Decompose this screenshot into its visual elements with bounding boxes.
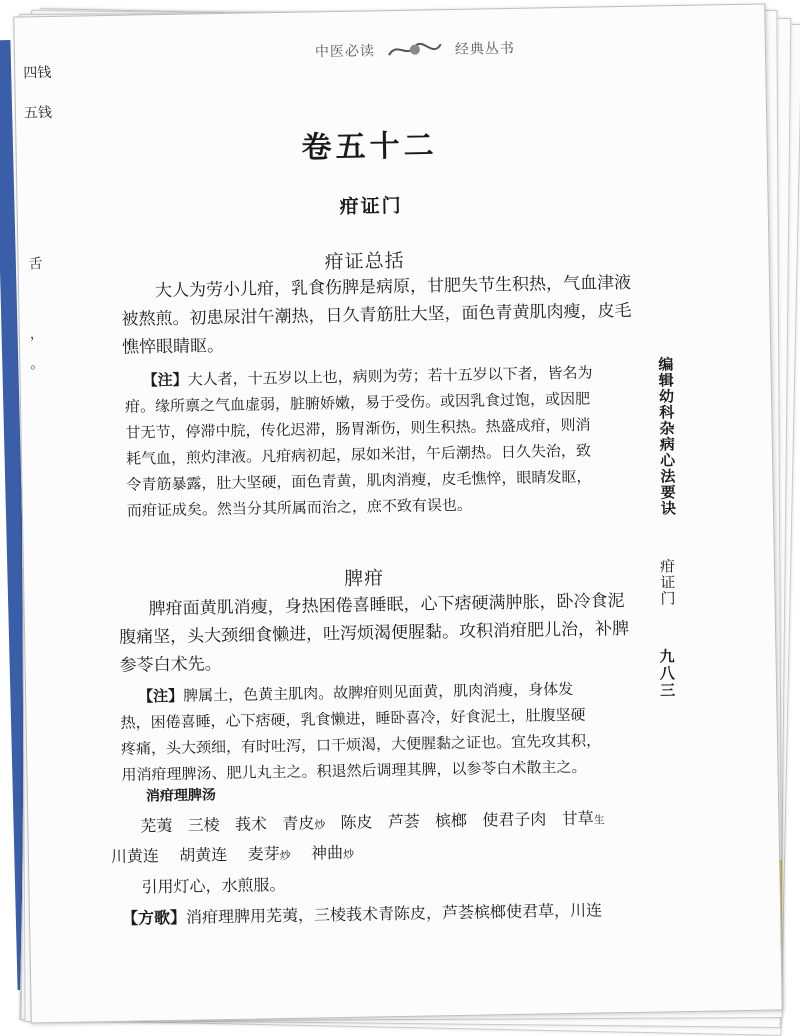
verse-line: 大人为劳小儿疳，乳食伤脾是病原，甘肥失节生积热，气血津液 (154, 272, 632, 302)
note-line: 甘无节，停滞中脘，传化迟滞，肠胃渐伤，则生积热。热盛成疳，则消 (125, 415, 591, 442)
song-line: 【方歌】消疳理脾用芜荑，三棱莪术青陈皮，芦荟槟榔使君草，川连 (121, 900, 603, 928)
herb-item: 使君子肉 (482, 809, 547, 830)
herb-item: 青皮炒 (282, 813, 326, 834)
herb-item: 三棱 (187, 815, 220, 835)
running-header (265, 30, 566, 69)
note-line: 疼痛，头大颈细，有时吐泻，口干烦渴，大便腥黏之证也。宜先攻其积， (120, 731, 602, 758)
margin-char: ， (29, 326, 44, 343)
annotation-tag: 【注】 (137, 686, 184, 706)
note-line: 而疳证成矣。然当分其所属而治之，庶不致有误也。 (126, 495, 473, 520)
left-margin-text (23, 53, 52, 133)
annotation-paragraph (124, 359, 647, 524)
book-page (13, 4, 782, 1024)
side-section-title: 疳证门 (657, 558, 677, 607)
verse-paragraph (118, 587, 649, 680)
verse-line: 憔悴眼睛眍。 (121, 336, 225, 358)
header-left-text: 中医必读 (314, 43, 376, 61)
herb-item: 芜荑 (140, 815, 173, 836)
herb-item: 胡黄连 (179, 845, 228, 865)
note-line: 耗气血，煎灼津液。凡疳病初起，尿如米泔，午后潮热。日久失治，致 (125, 441, 592, 468)
verse-line: 腹痛坚，头大颈细食懒进，吐泻烦渴便腥黏。攻积消疳肥儿治，补脾 (118, 618, 630, 648)
herb-item: 槟榔 (434, 810, 468, 831)
herb-item: 甘草生 (561, 808, 605, 829)
annotation-tag: 【注】 (142, 370, 188, 390)
note-line: 疳。缘所禀之气血虚弱，脏腑娇嫩，易于受伤。或因乳食过饱，或因肥 (124, 389, 591, 416)
verse-paragraph (121, 269, 642, 362)
side-book-title: 编辑幼科杂病心法要诀 (656, 356, 678, 517)
note-line: 热，困倦喜睡，心下痞硬，乳食懒进，睡卧喜冷，好食泥土，肚腹坚硬 (120, 705, 586, 732)
verse-line: 被熬煎。初患尿泔午潮热，日久青筋肚大坚，面色青黄肌肉瘦，皮毛 (121, 300, 632, 330)
formula-title: 消疳理脾汤 (145, 787, 217, 805)
margin-line: 五钱 (23, 104, 53, 122)
margin-char: 。 (30, 356, 45, 373)
verse-line: 脾疳面黄肌消瘦，身热困倦喜睡眠，心下痞硬满肿胀，卧冷食泥 (148, 591, 625, 620)
note-line: 脾属土，色黄主肌肉。故脾疳则见面黄，肌肉消瘦，身体发 (183, 679, 574, 705)
header-right-text: 经典丛书 (454, 40, 516, 58)
note-line: 用消疳理脾汤、肥儿丸主之。积退然后调理其脾，以参苓白术散主之。 (121, 757, 587, 784)
section-title: 疳证门 (339, 194, 403, 218)
margin-line: 四钱 (23, 64, 52, 82)
song-tag: 【方歌】 (121, 907, 187, 928)
note-line: 令青筋暴露，肚大坚硬，面色青黄，肌肉消瘦，皮毛憔悴，眼睛发眍， (126, 467, 592, 494)
herb-item: 芦荟 (387, 811, 420, 832)
subtitle-overview: 疳证总括 (324, 249, 405, 274)
margin-char: 舌 (28, 256, 43, 273)
herb-item: 陈皮 (340, 812, 373, 833)
herb-item: 莪术 (234, 814, 268, 834)
page-number: 九八三 (657, 648, 677, 700)
herb-item: 神曲炒 (310, 843, 355, 863)
volume-title: 卷五十二 (301, 128, 438, 166)
herb-item: 麦芽炒 (247, 844, 291, 864)
dragon-ornament-icon (385, 36, 445, 63)
herb-item: 川黄连 (110, 846, 160, 867)
note-line: 大人者，十五岁以上也，病则为劳；若十五岁以下者，皆名为 (187, 363, 593, 389)
verse-line: 参苓白术先。 (119, 654, 222, 676)
annotation-paragraph (120, 675, 652, 788)
usage-line: 引用灯心，水煎服。 (141, 875, 286, 897)
subtitle-spleen: 脾疳 (343, 567, 385, 590)
